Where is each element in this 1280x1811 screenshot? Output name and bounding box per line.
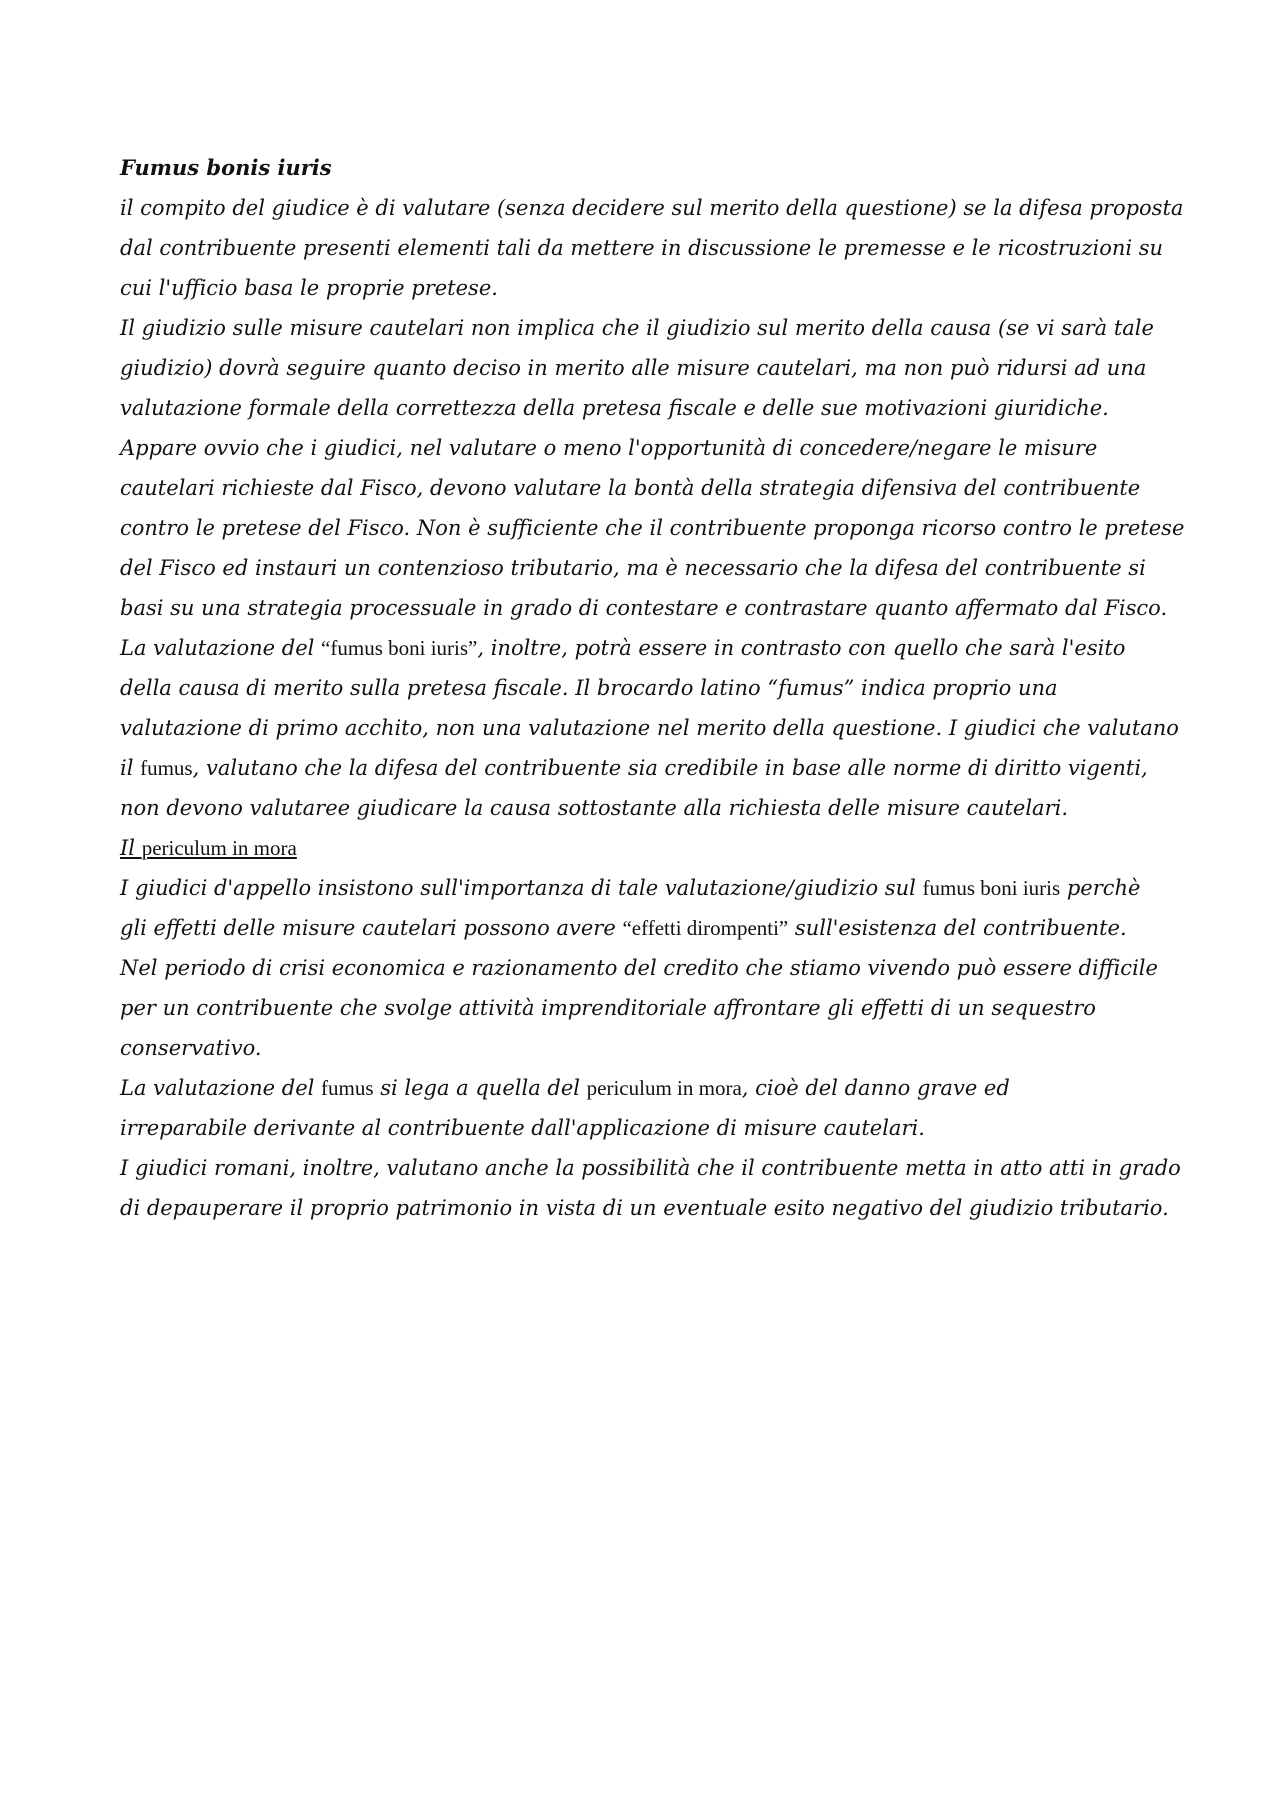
paragraph-line: dal contribuente presenti elementi tali da mettere in discussione le premesse e le ricostruzioni su — [120, 236, 1164, 260]
text-run: La valutazione del — [120, 1076, 322, 1100]
latin-term: “fumus boni iuris” — [321, 636, 478, 660]
paragraph-line: di depauperare il proprio patrimonio in vista di un eventuale esito negativo del giudizio tributario. — [120, 1196, 1169, 1220]
paragraph-line: contro le pretese del Fisco. Non è sufficiente che il contribuente proponga ricorso contro le pretese — [120, 516, 1185, 540]
text-run: Il — [120, 836, 142, 860]
latin-term: periculum in mora — [586, 1076, 742, 1100]
quoted-term: “effetti dirompenti” — [622, 916, 789, 940]
text-run: La valutazione del — [120, 636, 322, 660]
paragraph-line: cautelari richieste dal Fisco, devono valutare la bontà della strategia difensiva del contribuente — [120, 476, 1141, 500]
paragraph-line: basi su una strategia processuale in grado di contestare e contrastare quanto affermato dal Fisco. — [120, 596, 1168, 620]
paragraph-line — [120, 908, 1160, 948]
paragraph-line: irreparabile derivante al contribuente dall'applicazione di misure cautelari. — [120, 1116, 925, 1140]
text-run: , inoltre, potrà essere in contrasto con quello che sarà l'esito — [477, 636, 1126, 660]
document-page — [120, 148, 1185, 1228]
paragraph-line: valutazione di primo acchito, non una valutazione nel merito della questione. I giudici che valutano — [120, 716, 1179, 740]
section-title: Fumus bonis iuris — [120, 155, 332, 180]
text-run: , cioè del danno grave ed — [741, 1076, 1010, 1100]
text-run: gli effetti delle misure cautelari possono avere — [120, 916, 623, 940]
latin-term: fumus — [140, 756, 193, 780]
paragraph-line: Appare ovvio che i giudici, nel valutare o meno l'opportunità di concedere/negare le misure — [120, 436, 1098, 460]
text-run: perchè — [1060, 876, 1141, 900]
text-run: si lega a quella del — [373, 1076, 587, 1100]
paragraph-line: conservativo. — [120, 1036, 262, 1060]
text-run: , valutano che la difesa del contribuente sia credibile in base alle norme di diritto vigenti, — [192, 756, 1148, 780]
paragraph-line: non devono valutaree giudicare la causa sottostante alla richiesta delle misure cautelari. — [120, 796, 1069, 820]
paragraph-line: Il giudizio sulle misure cautelari non implica che il giudizio sul merito della causa (se vi sarà tale — [120, 316, 1154, 340]
paragraph-line: giudizio) dovrà seguire quanto deciso in merito alle misure cautelari, ma non può ridursi ad una — [120, 356, 1147, 380]
latin-term: fumus — [321, 1076, 374, 1100]
text-run: I giudici d'appello insistono sull'importanza di tale valutazione/giudizio sul — [120, 876, 923, 900]
paragraph-line — [120, 628, 1160, 668]
paragraph-line: per un contribuente che svolge attività imprenditoriale affrontare gli effetti di un sequestro — [120, 996, 1096, 1020]
latin-term: fumus boni iuris — [922, 876, 1061, 900]
paragraph-line: Nel periodo di crisi economica e razionamento del credito che stiamo vivendo può essere difficile — [120, 956, 1158, 980]
paragraph-line: cui l'ufficio basa le proprie pretese. — [120, 276, 498, 300]
paragraph-line: valutazione formale della correttezza della pretesa fiscale e delle sue motivazioni giuridiche. — [120, 396, 1109, 420]
paragraph-line: del Fisco ed instauri un contenzioso tributario, ma è necessario che la difesa del contribuente si — [120, 556, 1146, 580]
paragraph-line — [120, 1068, 1160, 1108]
paragraph-line — [120, 868, 1160, 908]
paragraph-line — [120, 748, 1160, 788]
paragraph-line: I giudici romani, inoltre, valutano anche la possibilità che il contribuente metta in atto atti in grado — [120, 1156, 1181, 1180]
latin-term: periculum in mora — [141, 836, 297, 860]
paragraph-line: della causa di merito sulla pretesa fiscale. Il brocardo latino “fumus” indica proprio una — [120, 676, 1058, 700]
text-run: sull'esistenza del contribuente. — [788, 916, 1127, 940]
section-heading — [120, 828, 1160, 868]
text-run: il — [120, 756, 141, 780]
paragraph-line: il compito del giudice è di valutare (senza decidere sul merito della questione) se la difesa proposta — [120, 196, 1184, 220]
